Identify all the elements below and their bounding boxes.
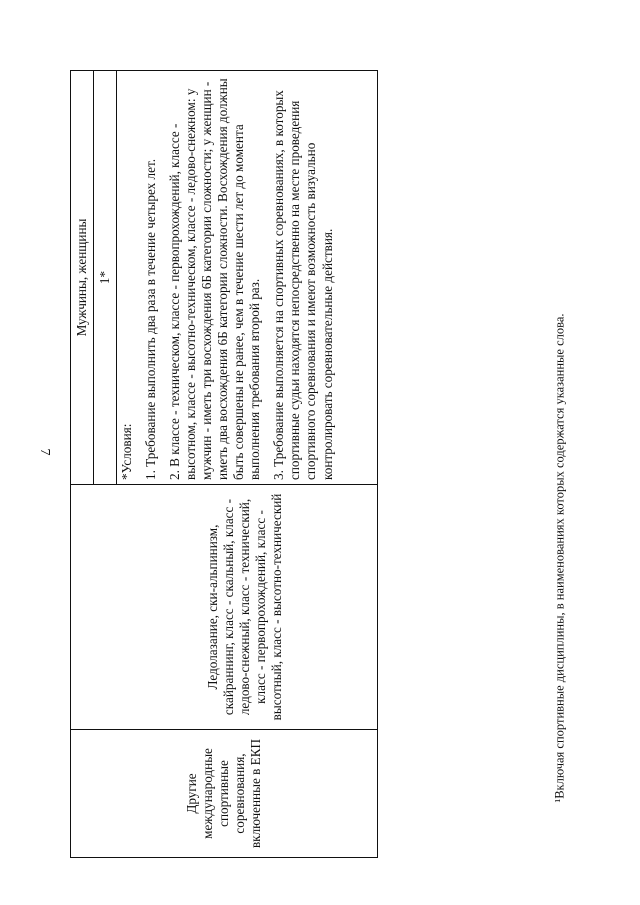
page-number: 7 xyxy=(37,448,52,456)
rotated-table-area xyxy=(70,70,378,858)
conditions-title: *Условия: xyxy=(118,423,134,480)
condition-item-3: 3. Требование выполняется на спортивных соревнованиях, в которых спортивные судьи находятся непосредственно на месте проведения спортивного соревнования и имеют возможность визуально контролировать соревновательные действия. xyxy=(271,90,335,480)
conditions-cell xyxy=(116,71,336,484)
condition-item-2: 2. В классе - техническом, классе - первопрохождений, классе - высотном, классе - высотно-техническом, классе - ледово-снежном: у мужчин - иметь три восхождения 6Б категории сложности; у женщин - иметь два восхождения 6Б категории сложности. Восхождения должны быть совершены не ранее, чем в течение шести лет до момента выполнения требования второй раз. xyxy=(166,78,263,480)
discipline-cell xyxy=(71,730,378,858)
header-gender: Мужчины, женщины xyxy=(71,71,94,485)
table-header-row xyxy=(71,71,94,858)
footnote: ¹Включая спортивные дисциплины, в наименованиях которых содержатся указанные слова. xyxy=(552,313,567,803)
norms-table xyxy=(70,70,378,858)
discipline-text: Другие международные спортивные соревнования, включенные в ЕКП xyxy=(183,738,264,849)
conditions-subtable xyxy=(94,71,336,484)
header-rank: 1* xyxy=(94,71,116,484)
sports-cell xyxy=(71,485,378,730)
conditions-wrapper xyxy=(94,71,378,485)
sports-text: Ледолазание, ски-альпинизм, скайраннинг, класс - скальный, класс - ледово-снежный, класс - технический, класс - первопрохождений, класс - высотный, класс - высотно-технический xyxy=(204,493,285,721)
condition-item-1: 1. Требование выполнить два раза в течение четырех лет. xyxy=(142,158,158,480)
